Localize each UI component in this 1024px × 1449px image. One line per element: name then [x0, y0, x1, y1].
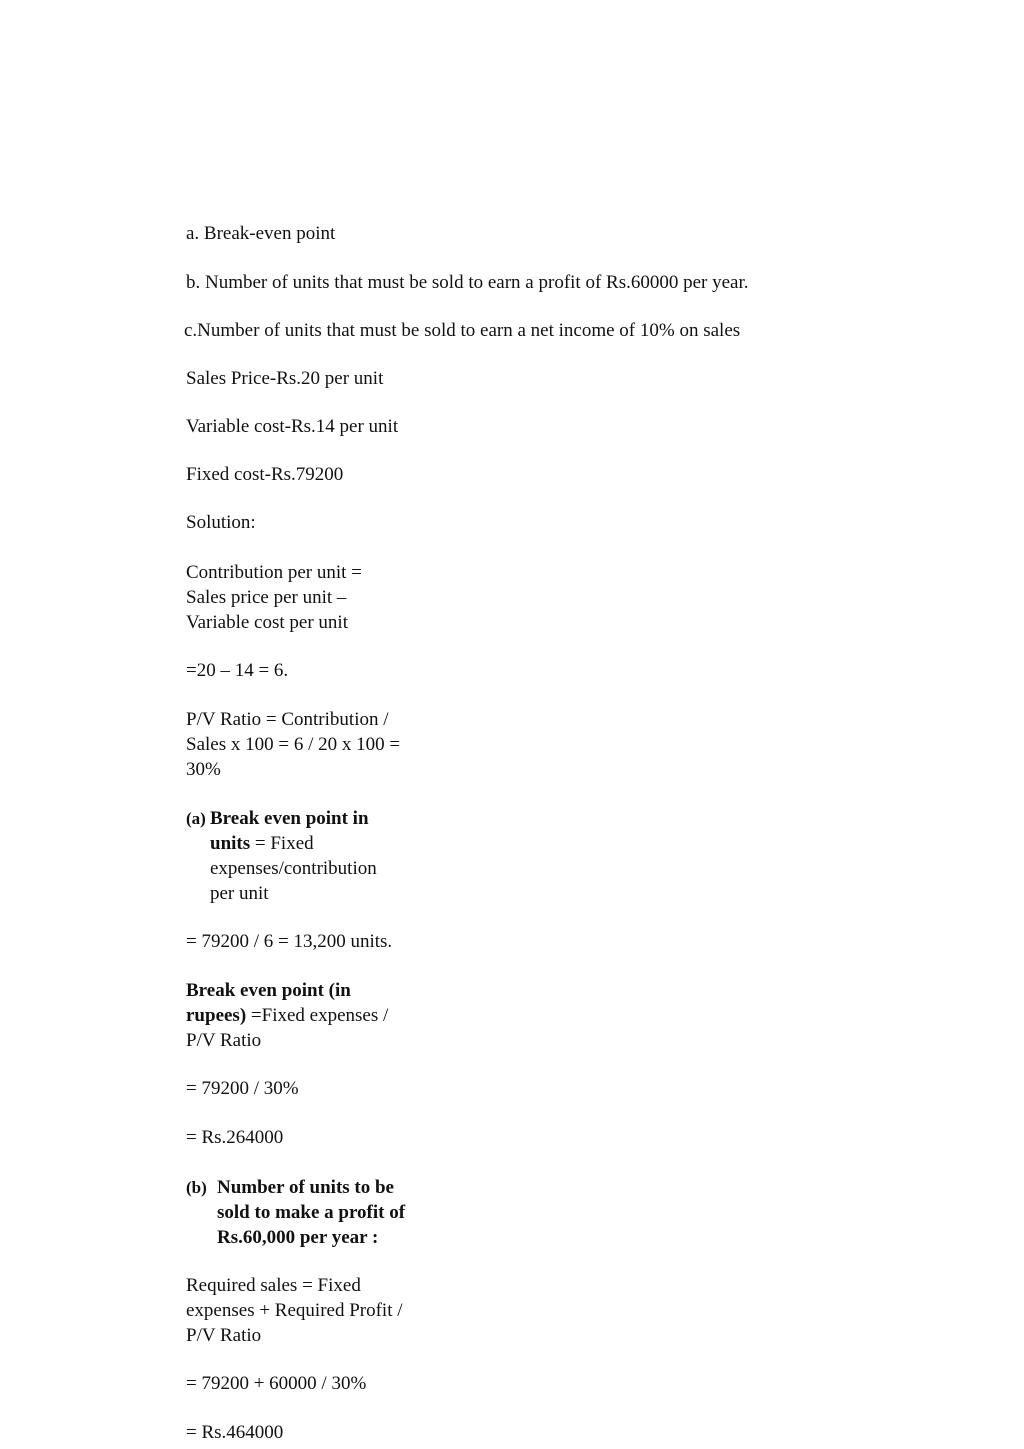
part-a-line-3: expenses/contribution	[210, 858, 377, 879]
bep-rupees-line-1: Break even point (in	[186, 980, 351, 1001]
part-b-calculation-2: = Rs.464000	[186, 1422, 284, 1443]
contribution-line-3: Variable cost per unit	[186, 612, 348, 633]
part-a-marker: (a)	[186, 809, 206, 828]
bep-rupees-formula: =Fixed expenses /	[246, 1005, 389, 1026]
part-b-title-line-1: Number of units to be	[217, 1177, 394, 1198]
required-sales-line-3: P/V Ratio	[186, 1325, 262, 1346]
part-a-line-4: per unit	[210, 883, 269, 904]
part-a-title-line-2	[210, 831, 314, 856]
pv-ratio-line-2: Sales x 100 = 6 / 20 x 100 =	[186, 734, 401, 755]
given-variable-cost: Variable cost-Rs.14 per unit	[186, 416, 399, 437]
contribution-calculation: =20 – 14 = 6.	[186, 660, 289, 681]
part-b-marker: (b)	[186, 1178, 207, 1197]
question-a: a. Break-even point	[186, 223, 336, 244]
bep-rupees-line-3: P/V Ratio	[186, 1030, 262, 1051]
pv-ratio-line-1: P/V Ratio = Contribution /	[186, 709, 389, 730]
part-a-title-line-1: Break even point in	[210, 808, 369, 829]
given-sales-price: Sales Price-Rs.20 per unit	[186, 368, 384, 389]
required-sales-line-2: expenses + Required Profit /	[186, 1300, 403, 1321]
part-b-title-line-2: sold to make a profit of	[217, 1202, 406, 1223]
question-c: c.Number of units that must be sold to earn a net income of 10% on sales	[184, 320, 741, 341]
contribution-line-1: Contribution per unit =	[186, 562, 362, 583]
given-fixed-cost: Fixed cost-Rs.79200	[186, 464, 344, 485]
pv-ratio-line-3: 30%	[186, 759, 221, 780]
bep-rupees-label: rupees)	[186, 1005, 247, 1026]
bep-rupees-line-2	[186, 1003, 388, 1028]
part-a-formula-start: = Fixed	[250, 833, 314, 854]
solution-heading: Solution:	[186, 512, 256, 533]
part-b-calculation-1: = 79200 + 60000 / 30%	[186, 1373, 367, 1394]
part-a-units-label: units	[210, 833, 251, 854]
part-a-calculation: = 79200 / 6 = 13,200 units.	[186, 931, 393, 952]
question-b: b. Number of units that must be sold to earn a profit of Rs.60000 per year.	[186, 272, 749, 293]
required-sales-line-1: Required sales = Fixed	[186, 1275, 361, 1296]
contribution-line-2: Sales price per unit –	[186, 587, 347, 608]
bep-rupees-calculation-1: = 79200 / 30%	[186, 1078, 299, 1099]
part-b-title-line-3: Rs.60,000 per year :	[217, 1227, 379, 1248]
bep-rupees-calculation-2: = Rs.264000	[186, 1127, 284, 1148]
